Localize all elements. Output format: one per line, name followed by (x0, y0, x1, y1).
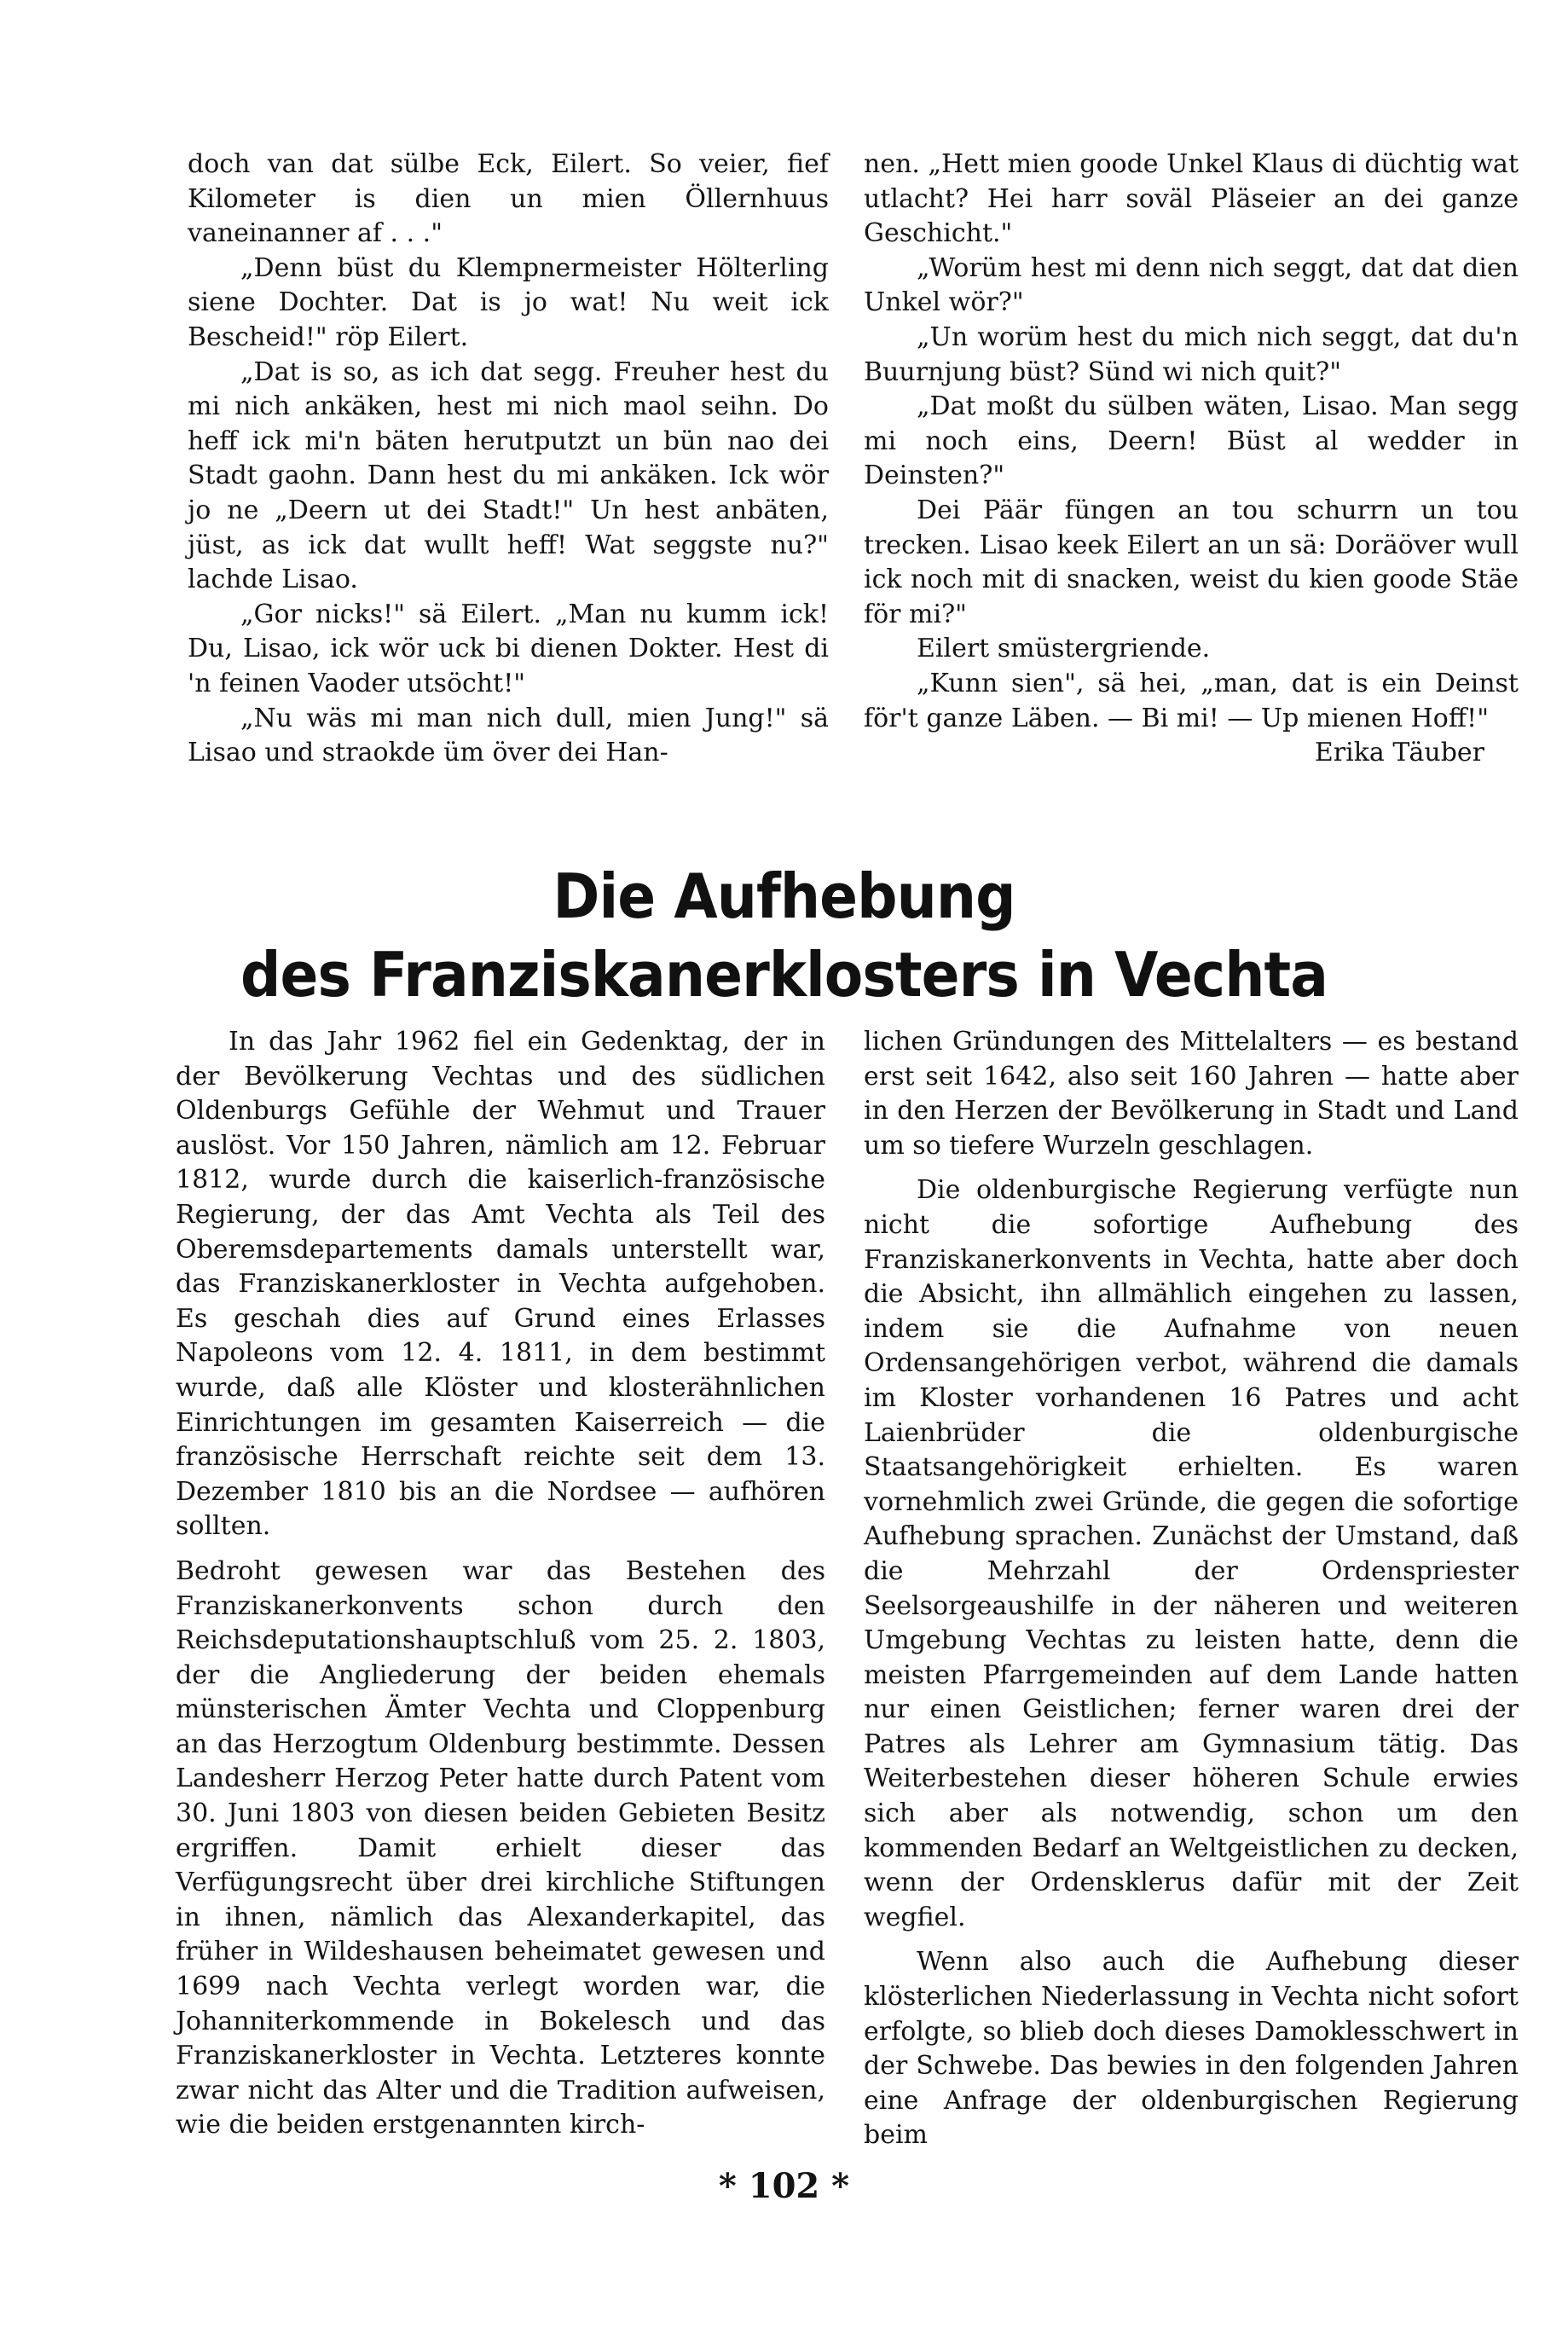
article-right-column (864, 1025, 1519, 2153)
story-paragraph: doch van dat sülbe Eck, Eilert. So veier, fief Kilometer is dien un mien Öllernhuus vaneinanner af . . ." (188, 149, 829, 249)
story-paragraph: Eilert smüstergriende. (917, 634, 1211, 664)
article-paragraph: Die oldenburgische Regierung verfügte nun nicht die sofortige Aufhebung des Franziskanerkonvents in Vechta, hatte aber doch die Absicht, ihn allmählich eingehen zu lassen, indem sie die Aufnahme von neuen Ordensangehörigen verbot, während die damals im Kloster vorhandenen 16 Patres und acht Laienbrüder die oldenburgische Staatsangehörigkeit erhielten. Es waren vornehmlich zwei Gründe, die gegen die sofortige Aufhebung sprachen. Zunächst der Umstand, daß die Mehrzahl der Ordenspriester Seelsorgeaushilfe in der näheren und weiteren Umgebung Vechtas zu leisten hatte, denn die meisten Pfarrgemeinden auf dem Lande hatten nur einen Geistlichen; ferner waren drei der Patres als Lehrer am Gymnasium tätig. Das Weiterbestehen dieser höheren Schule erwies sich aber als notwendig, schon um den kommenden Bedarf an Weltgeistlichen zu decken, wenn der Ordensklerus dafür mit der Zeit wegfiel. (864, 1175, 1519, 1932)
story-paragraph: „Kunn sien", sä hei, „man, dat is ein Deinst för't ganze Läben. — Bi mi! — Up mienen Hoff!" (864, 668, 1519, 733)
article-paragraph: Wenn also auch die Aufhebung dieser klösterlichen Niederlassung in Vechta nicht sofort erfolgte, so blieb doch dieses Damoklesschwert in der Schwebe. Das bewies in den folgenden Jahren eine Anfrage der oldenburgischen Regierung beim (864, 1947, 1519, 2151)
story-paragraph: „Dat moßt du sülben wäten, Lisao. Man segg mi noch eins, Deern! Büst al wedder in Deinsten?" (864, 391, 1519, 491)
story-paragraph: „Dat is so, as ich dat segg. Freuher hest du mi nich ankäken, hest mi nich maol seihn. Do heff ick mi'n bäten herutputzt un bün nao dei Stadt gaohn. Dann hest du mi ankäken. Ick wör jo ne „Deern ut dei Stadt!" Un hest anbäten, jüst, as ick dat wullt heff! Wat seggste nu?" lachde Lisao. (188, 356, 829, 595)
story-author: Erika Täuber (1314, 738, 1484, 768)
story-paragraph: Dei Päär füngen an tou schurrn un tou trecken. Lisao keek Eilert an un sä: Doräöver wull ick noch mit di snacken, weist du kien goode Stäe för mi?" (864, 495, 1519, 629)
story-paragraph: „Nu wäs mi man nich dull, mien Jung!" sä Lisao und straokde üm över dei Han- (188, 703, 829, 768)
story-paragraph: „Gor nicks!" sä Eilert. „Man nu kumm ick! Du, Lisao, ick wör uck bi dienen Dokter. Hest di 'n feinen Vaoder utsöcht!" (188, 599, 829, 698)
story-paragraph: „Un worüm hest du mich nich seggt, dat du'n Buurnjung büst? Sünd wi nich quit?" (864, 321, 1519, 387)
article-paragraph: Bedroht gewesen war das Bestehen des Franziskanerkonvents schon durch den Reichsdeputationshauptschluß vom 25. 2. 1803, der die Angliederung der beiden ehemals münsterischen Ämter Vechta und Cloppenburg an das Herzogtum Oldenburg bestimmte. Dessen Landesherr Herzog Peter hatte durch Patent vom 30. Juni 1803 von diesen beiden Gebieten Besitz ergriffen. Damit erhielt dieser das Verfügungsrecht über drei kirchliche Stiftungen in ihnen, nämlich das Alexanderkapitel, das früher in Wildeshausen beheimatet gewesen und 1699 nach Vechta verlegt worden war, die Johanniterkommende in Bokelesch und das Franziskanerkloster in Vechta. Letzteres konnte zwar nicht das Alter und die Tradition aufweisen, wie die beiden erstgenannten kirch- (176, 1555, 825, 2140)
article-left-column (176, 1025, 825, 2143)
article-paragraph: lichen Gründungen des Mittelalters — es bestand erst seit 1642, also seit 160 Jahren — hatte aber in den Herzen der Bevölkerung in Stadt und Land um so tiefere Wurzeln geschlagen. (864, 1027, 1519, 1161)
article-title-line-2: des Franziskanerklosters in Vechta (240, 939, 1328, 1011)
article-title (0, 857, 1568, 1014)
article-paragraph: In das Jahr 1962 fiel ein Gedenktag, der in der Bevölkerung Vechtas und des südlichen Oldenburgs Gefühle der Wehmut und Trauer auslöst. Vor 150 Jahren, nämlich am 12. Februar 1812, wurde durch die kaiserlich-französische Regierung, der das Amt Vechta als Teil des Oberemsdepartements damals unterstellt war, das Franziskanerkloster in Vechta aufgehoben. Es geschah dies auf Grund eines Erlasses Napoleons vom 12. 4. 1811, in dem bestimmt wurde, daß alle Klöster und klosterähnlichen Einrichtungen im gesamten Kaiserreich — die französische Herrschaft reichte seit dem 13. Dezember 1810 bis an die Nordsee — aufhören sollten. (176, 1027, 825, 1542)
page-number: * 102 * (718, 2166, 850, 2206)
story-left-column (188, 148, 829, 771)
story-right-column (864, 148, 1519, 771)
story-paragraph: „Denn büst du Klempnermeister Hölterling siene Dochter. Dat is jo wat! Nu weit ick Bescheid!" röp Eilert. (188, 252, 829, 352)
article-title-line-1: Die Aufhebung (553, 860, 1015, 932)
story-paragraph: „Worüm hest mi denn nich seggt, dat dat dien Unkel wör?" (864, 252, 1519, 318)
story-paragraph: nen. „Hett mien goode Unkel Klaus di düchtig wat utlacht? Hei harr soväl Pläseier an dei ganze Geschicht." (864, 149, 1519, 249)
